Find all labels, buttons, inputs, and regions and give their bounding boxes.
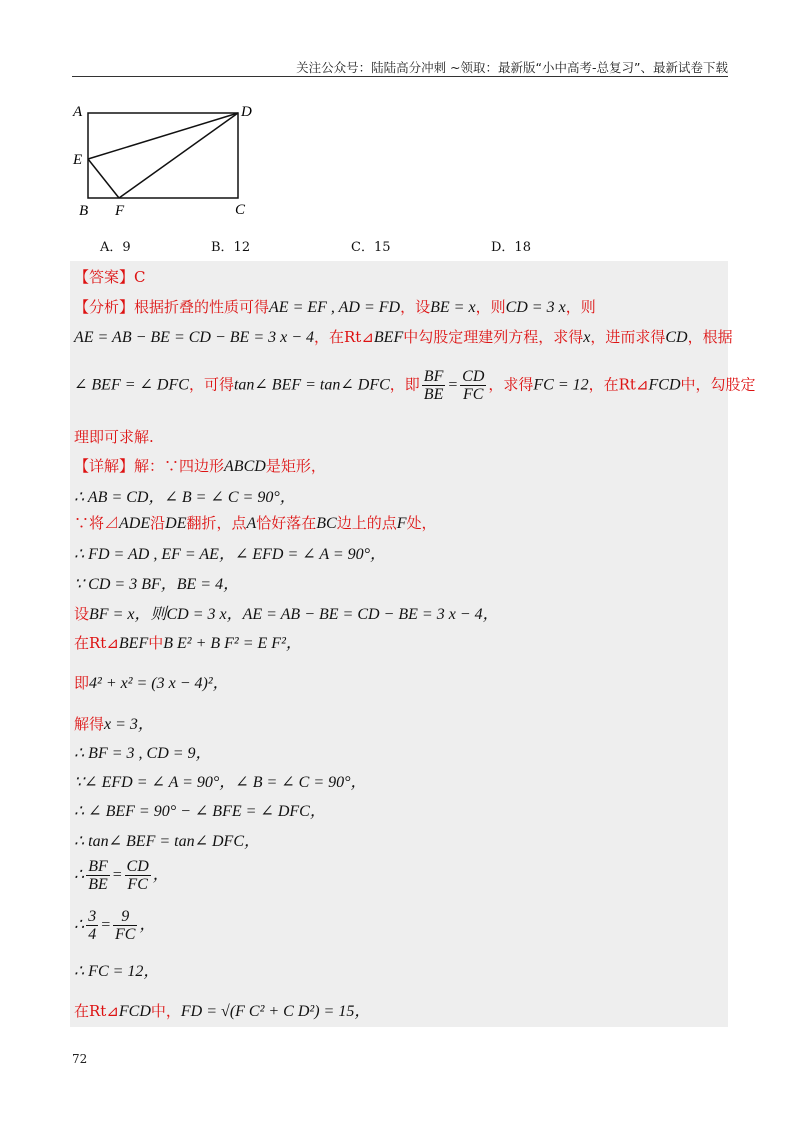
text: 中 [148,634,164,652]
math: BF = x，则CD = 3 x，AE = AB − BE = CD − BE = 3 x − 4， [89,606,499,623]
answer-line [74,266,146,287]
equation: FD = √(F C² + C D²) = 15， [180,1003,371,1020]
page-number: 72 [72,1052,88,1066]
text: 解：∵四边形 [134,457,225,475]
detail-line-7 [74,630,302,653]
fraction [86,858,110,893]
text: ∵将⊿ [74,514,120,532]
text: ，在Rt⊿ [314,328,374,346]
math: AE = AB − BE = CD − BE = 3 x − 4 [74,329,315,346]
math: AE = EF , AD = FD [269,299,401,316]
text: ，设 [400,298,431,316]
text: ，求得 [488,375,534,394]
detail-tag: 【详解】 [74,457,135,475]
math: BE = x [430,299,476,316]
text: ，在Rt⊿ [588,375,649,394]
detail-line-4: ∴ FD = AD , EF = AE，∠ EFD = ∠ A = 90°， [74,546,387,563]
fraction [125,858,151,893]
detail-line-2: ∴ AB = CD，∠ B = ∠ C = 90°， [74,489,296,506]
analysis-line-3: ∠ BEF = ∠ DFC，可得tan∠ BEF = tan∠ DFC，即 $\frac{BF}{BE}$ = $\frac{CD}{FC}$ ，求得FC = 12，在Rt⊿FCD中，勾股定 [74,368,756,403]
denominator: BE [88,876,108,893]
answer-tag: 【答案】 [74,268,135,286]
punct: ， [152,866,169,884]
text: 恰好落在 [256,514,317,532]
numerator: CD [126,858,149,875]
math: BC [316,515,337,532]
detail-line-17 [74,998,370,1021]
segment-ef [88,159,119,198]
analysis-line-1 [74,296,596,317]
math: tan∠ BEF = tan∠ DFC [233,376,390,394]
denominator: BE [423,386,444,403]
fraction [460,368,486,403]
choice-d[interactable]: D．18 [491,240,531,255]
text: 中， [150,1002,181,1020]
math: FCD [648,376,681,394]
choice-a[interactable]: A．9 [100,240,131,255]
text: 设 [74,605,90,623]
fraction [113,908,137,943]
detail-line-8 [74,670,229,693]
page-header: 关注公众号：陆陆高分冲刺 ~领取：最新版“小中高考-总复习”、最新试卷下载 [296,60,728,75]
detail-line-14: ∴ $\frac{BF}{BE}$ = $\frac{CD}{FC}$ ， [74,858,169,893]
math: ∠ BEF = ∠ DFC [74,376,189,394]
rectangle-abcd [88,113,238,198]
detail-line-3 [74,512,437,533]
detail-line-10: ∴ BF = 3 , CD = 9， [74,745,212,762]
therefore: ∴ [74,916,85,934]
text: 解得 [74,715,105,733]
math: F [396,515,407,532]
equation: 4² + x² = (3 x − 4)²， [89,675,229,692]
text: ，则 [565,298,596,316]
label-f: F [115,203,125,219]
text: ，则 [475,298,506,316]
numerator: BF [88,858,108,875]
text: 沿 [150,514,166,532]
label-c: C [235,202,246,218]
label-e: E [73,152,83,168]
label-b: B [79,203,89,219]
label-d: D [241,104,252,120]
math: BEF [373,329,404,346]
label-a: A [73,104,83,120]
equation: x = 3， [104,716,154,733]
fraction [422,368,446,403]
text: 翻折，点 [186,514,247,532]
text: 边上的点 [336,514,397,532]
text: ，根据 [687,328,733,346]
math: ADE [119,515,151,532]
text: ，进而求得 [590,328,666,346]
math: CD = 3 x [505,299,566,316]
detail-line-11: ∵∠ EFD = ∠ A = 90°，∠ B = ∠ C = 90°， [74,774,367,791]
math: ABCD [224,458,266,475]
analysis-line-2 [74,326,733,347]
text: 处， [406,514,437,532]
numerator: BF [423,368,444,385]
denominator: 4 [88,926,97,943]
numerator: CD [462,368,485,385]
header-rule [72,76,728,77]
punct: ， [139,916,156,934]
math: FC = 12 [533,376,589,394]
denominator: FC [127,876,148,893]
math: FCD [118,1003,151,1020]
geometry-figure [70,98,270,223]
text: 中，勾股定 [680,375,756,394]
analysis-tag: 【分析】 [74,298,135,316]
math: A [246,515,257,532]
segment-fd [119,113,238,198]
math: CD [665,329,688,346]
text: 即 [74,674,90,692]
analysis-line-4: 理即可求解. [74,428,154,446]
math: x [583,329,591,346]
detail-line-13: ∴ tan∠ BEF = tan∠ DFC， [74,833,261,850]
detail-line-1 [74,455,326,476]
math: BEF [118,635,149,652]
text: 是矩形， [265,457,326,475]
math: DE [165,515,187,532]
detail-line-12: ∴ ∠ BEF = 90° − ∠ BFE = ∠ DFC， [74,803,326,820]
choice-c[interactable]: C．15 [351,240,391,255]
denominator: FC [114,926,136,943]
numerator: 3 [88,908,97,925]
therefore: ∴ [74,866,85,884]
detail-line-15: ∴ $\frac{3}{4}$ = $\frac{9}{FC}$ ， [74,908,156,943]
numerator: 9 [113,908,137,926]
text: 根据折叠的性质可得 [134,298,270,316]
denominator: FC [463,386,484,403]
text: ，即 [389,375,420,394]
text: 在Rt⊿ [74,1002,119,1020]
text: 在Rt⊿ [74,634,119,652]
equation: B E² + B F² = E F²， [163,635,302,652]
detail-line-6 [74,601,499,624]
text: ，可得 [188,375,234,394]
detail-line-9 [74,711,154,734]
detail-line-16: ∴ FC = 12， [74,963,160,980]
segment-ed [88,113,238,159]
answer-value: C [134,268,146,286]
choice-b[interactable]: B．12 [211,240,251,255]
fraction [86,908,98,943]
detail-line-5: ∵ CD = 3 BF，BE = 4， [74,576,240,593]
text: 中勾股定理建列方程，求得 [403,328,584,346]
